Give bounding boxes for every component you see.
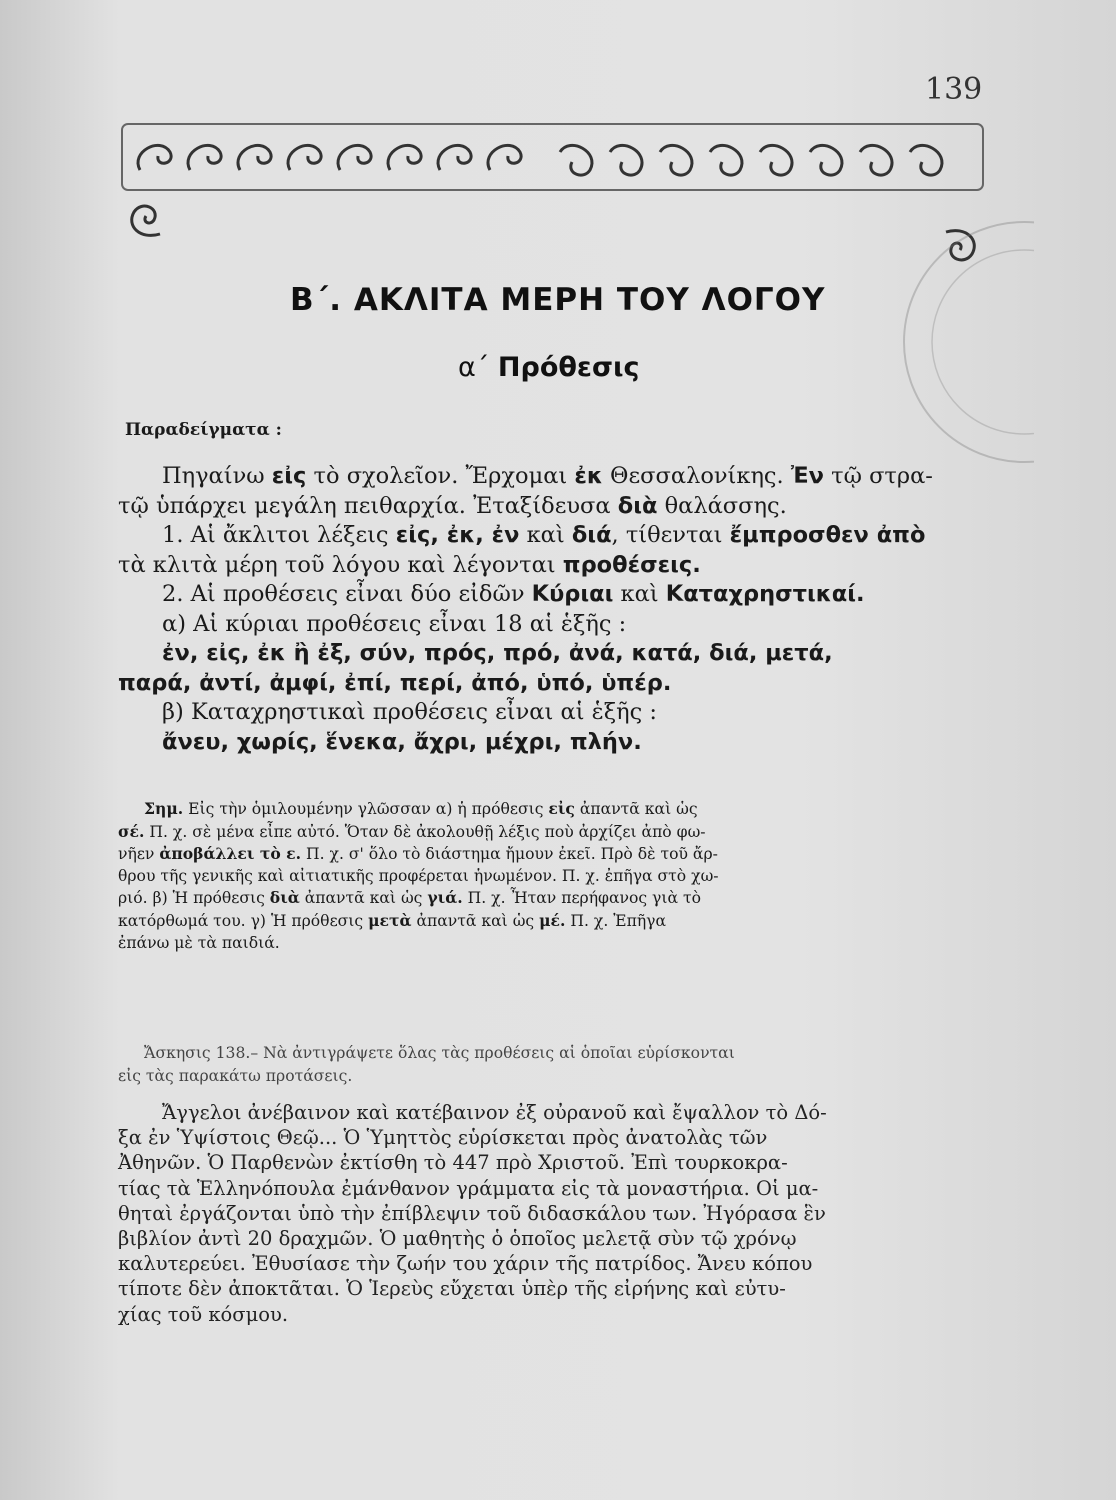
left-scroll-ornament-icon xyxy=(120,196,168,244)
rule-1-cont: τὰ κλιτὰ μέρη τοῦ λόγου καὶ λέγονται προθέσεις. xyxy=(118,551,701,578)
sentence-line: τίποτε δὲν ἀποκτᾶται. Ὁ Ἱερεὺς εὔχεται ὑπὲρ τῆς εἰρήνης καὶ εὐτυ- xyxy=(118,1277,786,1301)
improper-prepositions: ἄνευ, χωρίς, ἕνεκα, ἄχρι, μέχρι, πλήν. xyxy=(162,728,642,755)
sentence-line: τίας τὰ Ἑλληνόπουλα ἐμάνθανον γράμματα εἰς τὰ μοναστήρια. Οἱ μα- xyxy=(118,1176,819,1200)
primary-prepositions-2: παρά, ἀντί, ἀμφί, ἐπί, περί, ἀπό, ὑπό, ὑπέρ. xyxy=(118,669,672,696)
sentence-line: θηταὶ ἐργάζονται ὑπὸ τὴν ἐπίβλεψιν τοῦ διδασκάλου των. Ἠγόρασα ἓν xyxy=(118,1201,826,1225)
sentence-line: καλυτερεύει. Ἐθυσίασε τὴν ζωήν του χάριν τῆς πατρίδος. Ἄνευ κόπου xyxy=(118,1252,813,1276)
chapter-title: Β΄. ΑΚΛΙΤΑ ΜΕΡΗ ΤΟΥ ΛΟΓΟΥ xyxy=(290,282,826,318)
sentence-line: ξα ἐν Ὑψίστοις Θεῷ... Ὁ Ὑμηττὸς εὑρίσκεται πρὸς ἀνατολὰς τῶν xyxy=(118,1126,768,1150)
exercise-line: Ἄσκησις 138.– Νὰ ἀντιγράψετε ὅλας τὰς προθέσεις αἱ ὁποῖαι εὑρίσκονται xyxy=(144,1044,735,1062)
sentence-line: χίας τοῦ κόσμου. xyxy=(118,1302,289,1326)
note-line: ριό. β) Ἡ πρόθεσις διὰ ἀπαντᾶ καὶ ὡς γιά. Π. χ. Ἦταν περήφανος γιὰ τὸ xyxy=(118,888,701,908)
page-number: 139 xyxy=(925,72,983,107)
sentence-line: Ἄγγελοι ἀνέβαινον καὶ κατέβαινον ἐξ οὐρανοῦ καὶ ἔψαλλον τὸ Δό- xyxy=(162,1101,827,1124)
exercise-line: εἰς τὰς παρακάτω προτάσεις. xyxy=(118,1067,353,1085)
note xyxy=(118,798,968,954)
rule-1: 1. Αἱ ἄκλιτοι λέξεις εἰς, ἐκ, ἐν καὶ διά, τίθενται ἔμπροσθεν ἀπὸ xyxy=(162,522,926,548)
rule-b: β) Καταχρηστικαὶ προθέσεις εἶναι αἱ ἑξῆς : xyxy=(162,699,657,725)
primary-prepositions-1: ἐν, εἰς, ἐκ ἢ ἐξ, σύν, πρός, πρό, ἀνά, κατά, διά, μετά, xyxy=(162,640,833,666)
note-line: σέ. Π. χ. σὲ μένα εἶπε αὐτό. Ὅταν δὲ ἀκολουθῇ λέξις ποὺ ἀρχίζει ἀπὸ φω- xyxy=(118,821,706,841)
example-line: τῷ ὑπάρχει μεγάλη πειθαρχία. Ἐταξίδευσα διὰ θαλάσσης. xyxy=(118,492,787,519)
exercise-heading xyxy=(118,1042,968,1088)
library-stamp-icon xyxy=(884,212,1034,502)
exercise-sentences xyxy=(118,1100,968,1327)
note-line: θρου τῆς γενικῆς καὶ αἰτιατικῆς προφέρεται ἡνωμένον. Π. χ. ἐπῆγα στὸ χω- xyxy=(118,866,719,885)
sentence-line: Ἀθηνῶν. Ὁ Παρθενὼν ἐκτίσθη τὸ 447 πρὸ Χριστοῦ. Ἐπὶ τουρκοκρα- xyxy=(118,1151,788,1175)
examples-label: Παραδείγματα : xyxy=(125,420,282,440)
section-name: Πρόθεσις xyxy=(497,352,640,383)
ornamental-header-band-icon xyxy=(120,122,985,192)
note-line: Σημ. Εἰς τὴν ὁμιλουμένην γλῶσσαν α) ἡ πρόθεσις εἰς ἀπαντᾶ καὶ ὡς xyxy=(144,799,698,818)
sentence-line: βιβλίον ἀντὶ 20 δραχμῶν. Ὁ μαθητὴς ὁ ὁποῖος μελετᾷ σὺν τῷ χρόνῳ xyxy=(118,1227,797,1251)
rule-2: 2. Αἱ προθέσεις εἶναι δύο εἰδῶν Κύριαι καὶ Καταχρηστικαί. xyxy=(162,581,865,607)
note-line: νῆεν ἀποβάλλει τὸ ε. Π. χ. σ' ὅλο τὸ διάστημα ἤμουν ἐκεῖ. Πρὸ δὲ τοῦ ἄρ- xyxy=(118,844,718,864)
section-title xyxy=(458,352,640,383)
main-text xyxy=(118,462,968,757)
note-line: ἐπάνω μὲ τὰ παιδιά. xyxy=(118,933,280,952)
example-line: Πηγαίνω εἰς τὸ σχολεῖον. Ἔρχομαι ἐκ Θεσσαλονίκης. Ἐν τῷ στρα- xyxy=(162,463,933,489)
section-prefix: α΄ xyxy=(458,352,490,383)
note-line: κατόρθωμά του. γ) Ἡ πρόθεσις μετὰ ἀπαντᾶ καὶ ὡς μέ. Π. χ. Ἐπῆγα xyxy=(118,910,667,930)
rule-a: α) Αἱ κύριαι προθέσεις εἶναι 18 αἱ ἑξῆς : xyxy=(162,610,627,637)
